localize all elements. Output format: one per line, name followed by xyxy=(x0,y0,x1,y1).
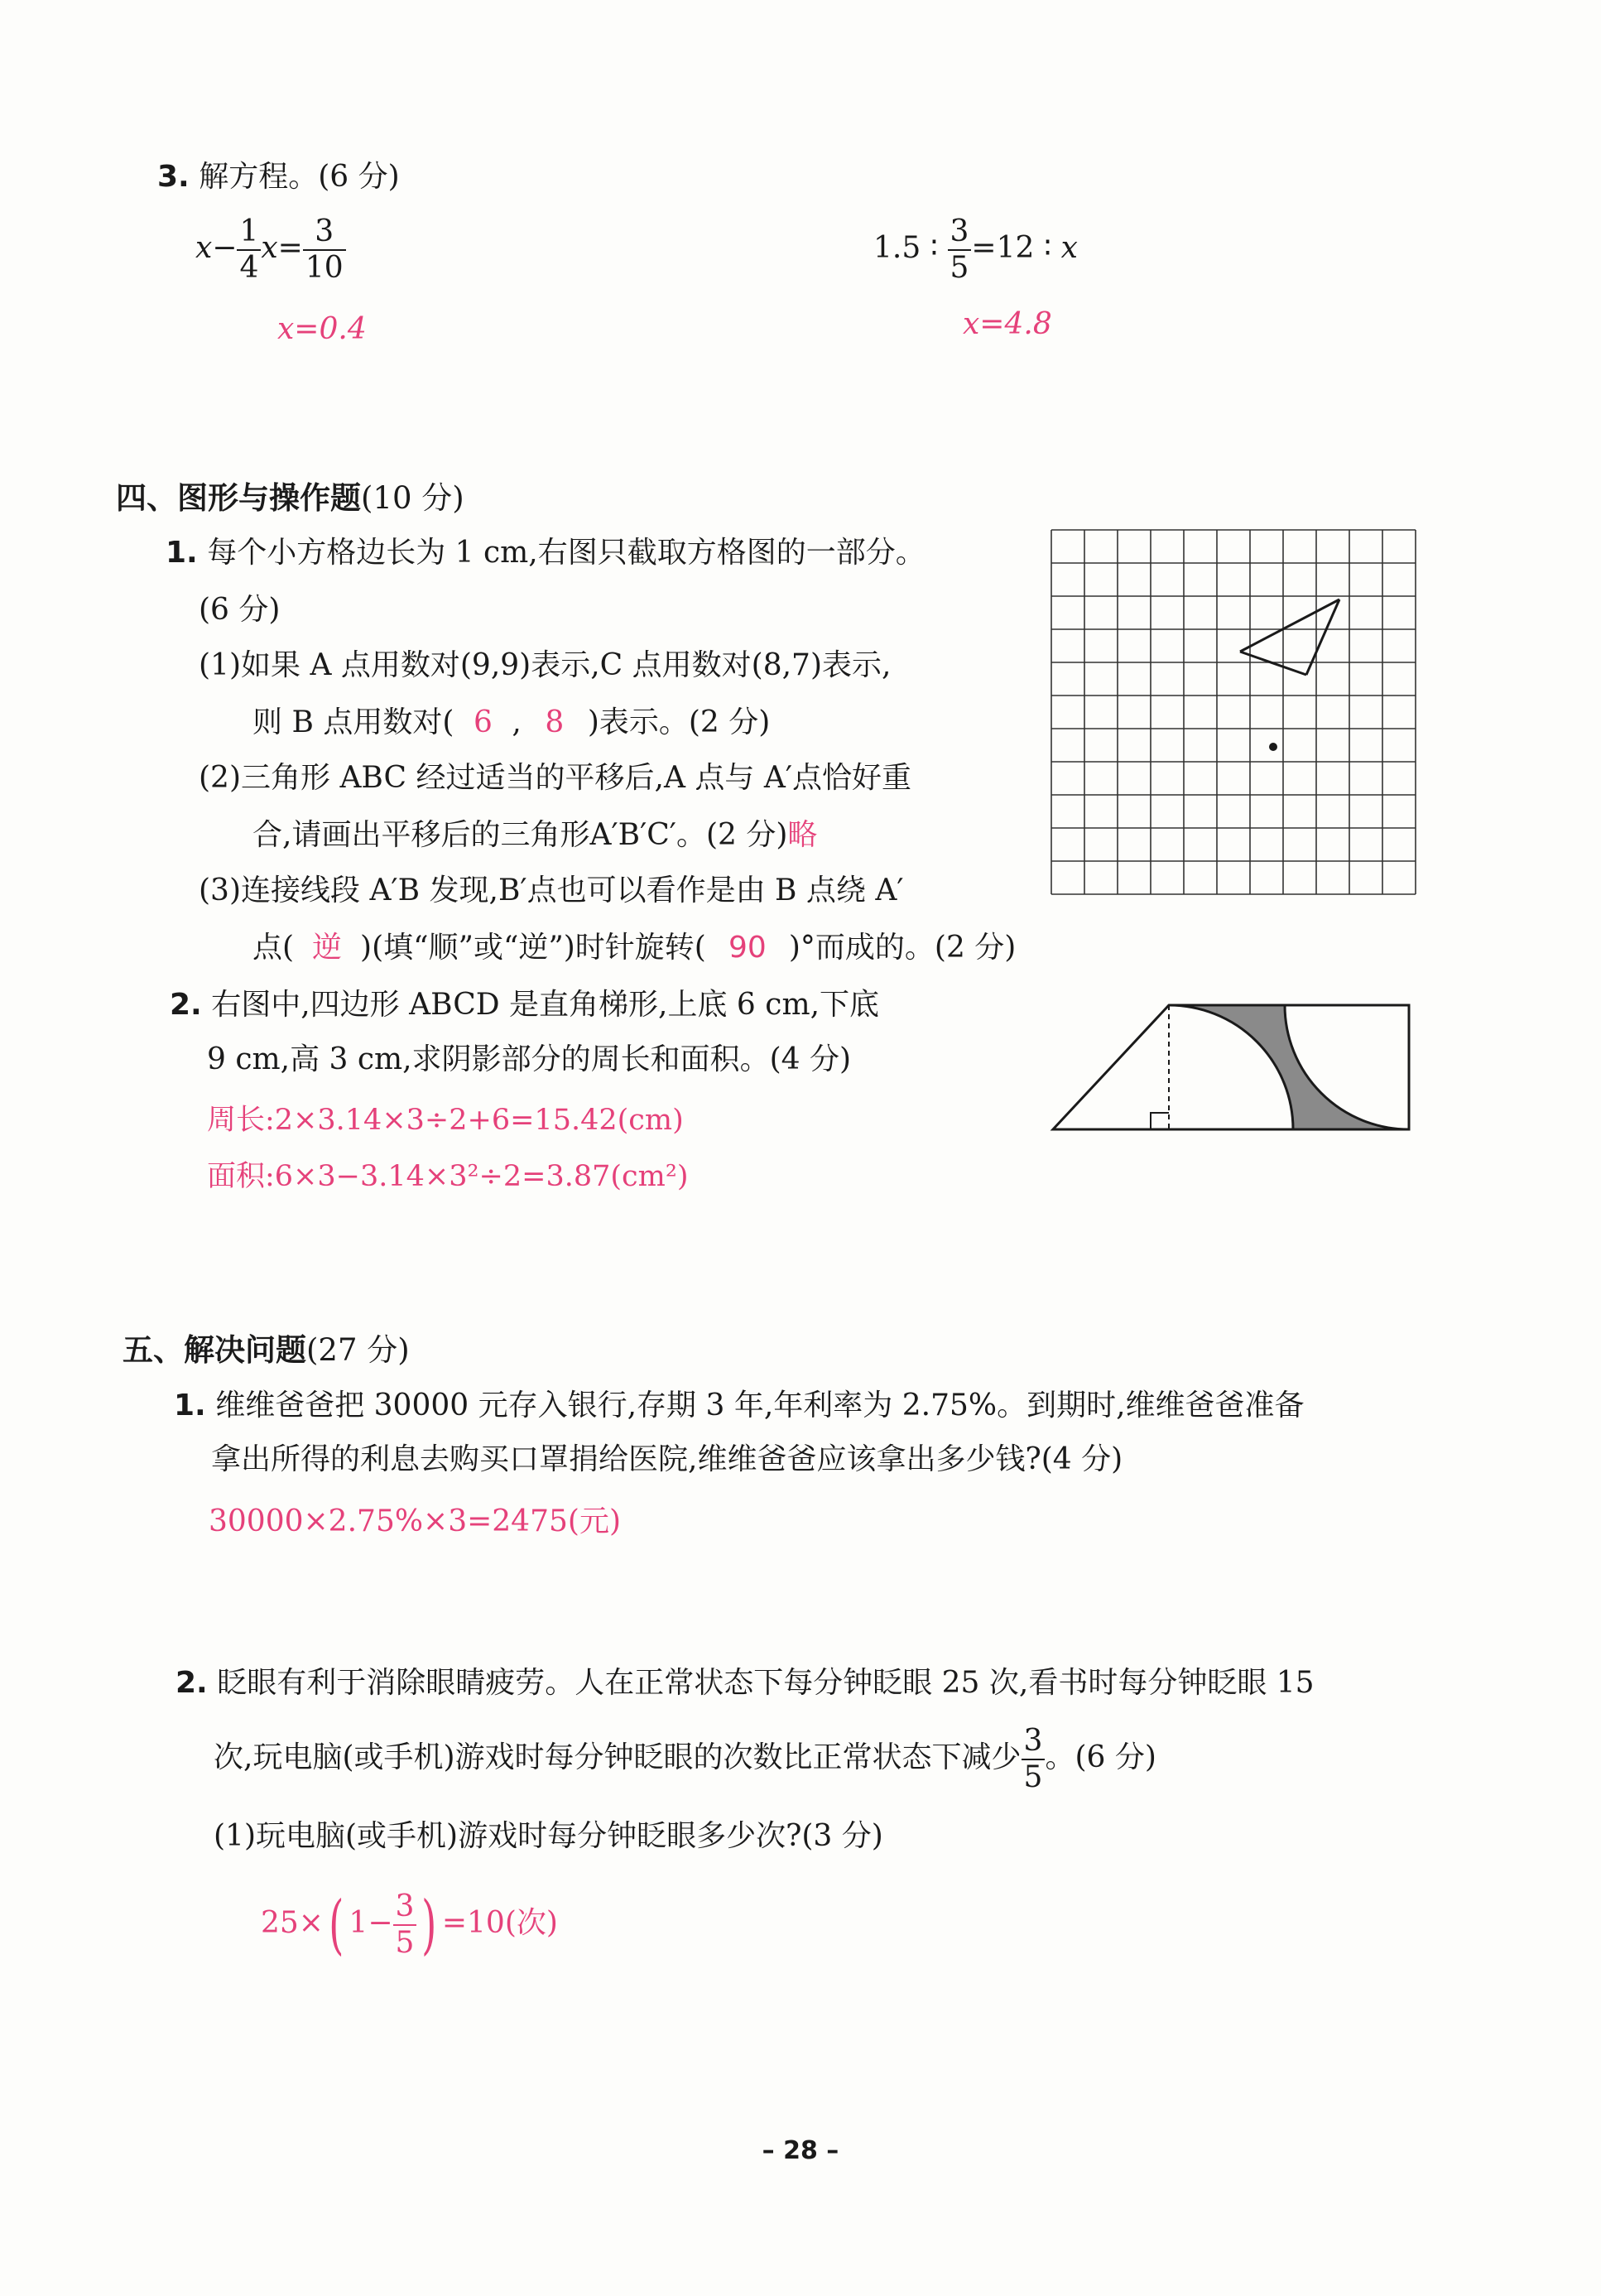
right-angle-mark xyxy=(1151,1113,1169,1129)
s4-q2-answer-perimeter: 周长:2×3.14×3÷2+6=15.42(cm) xyxy=(207,1104,684,1137)
segment-ac xyxy=(1306,599,1339,675)
trapezoid-outline xyxy=(1053,1005,1409,1129)
s4-q1-part1-line1: (1)如果 A 点用数对(9,9)表示,C 点用数对(8,7)表示, xyxy=(199,648,892,682)
answer-direction: 逆 xyxy=(312,931,343,965)
section5-title: 五、解决问题(27 分) xyxy=(123,1332,410,1368)
s4-q1-part2-line1: (2)三角形 ABC 经过适当的平移后,A 点与 A′点恰好重 xyxy=(199,761,912,795)
right-paren: ) xyxy=(421,1888,437,1962)
s4-q1-line2: (6 分) xyxy=(199,593,281,627)
q3-answer-1: x=0.4 xyxy=(277,312,367,346)
s4-q2-line2: 9 cm,高 3 cm,求阴影部分的周长和面积。(4 分) xyxy=(207,1042,852,1076)
q3-heading: 3. 解方程。(6 分) xyxy=(157,160,400,194)
shaded-region xyxy=(1169,1005,1409,1129)
page-number: – 28 – xyxy=(762,2136,839,2165)
s4-q1-part3-line2: 点( 逆 )(填“顺”或“逆”)时针旋转( 90 )°而成的。(2 分) xyxy=(252,931,1017,965)
q3-equation-1: x− $\frac{1}{4}$ x= $\frac{3}{10}$ xyxy=(195,217,346,283)
s4-q1-part2-line2: 合,请画出平移后的三角形A′B′C′。(2 分)略 xyxy=(252,818,818,852)
coordinate-grid-figure xyxy=(1045,523,1426,898)
point-a-prime xyxy=(1269,743,1277,751)
answer-b-x: 6 xyxy=(473,705,493,739)
fraction-three-fifths: $\frac{3}{5}$ xyxy=(1022,1726,1046,1793)
s4-q2-line1: 2. 右图中,四边形 ABCD 是直角梯形,上底 6 cm,下底 xyxy=(170,988,880,1022)
fraction-one-quarter: $\frac{1}{4}$ xyxy=(237,217,261,283)
s5-q1-line1: 1. 维维爸爸把 30000 元存入银行,存期 3 年,年利率为 2.75%。到期时,维维爸爸准备 xyxy=(174,1389,1305,1422)
s4-q1-part3-line1: (3)连接线段 A′B 发现,B′点也可以看作是由 B 点绕 A′ xyxy=(199,874,904,907)
s5-q2-line2: 次,玩电脑(或手机)游戏时每分钟眨眼的次数比正常状态下减少 $\frac{3}{5}$ 。(6 分) xyxy=(214,1724,1156,1794)
s5-q2-answer: 25×( 1− $\frac{3}{5}$ ) =10(次) xyxy=(261,1888,558,1962)
answer-angle: 90 xyxy=(728,931,767,965)
s5-q1-answer: 30000×2.75%×3=2475(元) xyxy=(209,1504,621,1538)
section4-title: 四、图形与操作题(10 分) xyxy=(116,480,464,516)
answer-omitted: 略 xyxy=(787,818,818,852)
answer-b-y: 8 xyxy=(545,705,565,739)
s5-q2-line1: 2. 眨眼有利于消除眼睛疲劳。人在正常状态下每分钟眨眼 25 次,看书时每分钟眨眼 15 xyxy=(175,1666,1315,1700)
grid-lines xyxy=(1051,530,1416,894)
fraction-three-tenths: $\frac{3}{10}$ xyxy=(303,217,346,283)
s4-q1-part1-line2: 则 B 点用数对( 6 , 8 )表示。(2 分) xyxy=(252,705,771,739)
left-paren: ( xyxy=(329,1888,344,1962)
q3-equation-2: 1.5 ∶ $\frac{3}{5}$ =12 ∶ x xyxy=(873,214,1078,285)
trapezoid-figure xyxy=(1020,977,1434,1143)
s5-q2-sub1: (1)玩电脑(或手机)游戏时每分钟眨眼多少次?(3 分) xyxy=(214,1819,883,1853)
fraction-three-fifths: $\frac{3}{5}$ xyxy=(393,1892,417,1958)
fraction-three-fifths: $\frac{3}{5}$ xyxy=(948,217,972,283)
segment-ba xyxy=(1240,599,1339,652)
q3-answer-2: x=4.8 xyxy=(963,307,1052,341)
s4-q1-line1: 1. 每个小方格边长为 1 cm,右图只截取方格图的一部分。 xyxy=(166,536,926,570)
s5-q1-line2: 拿出所得的利息去购买口罩捐给医院,维维爸爸应该拿出多少钱?(4 分) xyxy=(211,1442,1123,1476)
s4-q2-answer-area: 面积:6×3−3.14×3²÷2=3.87(cm²) xyxy=(207,1160,689,1193)
